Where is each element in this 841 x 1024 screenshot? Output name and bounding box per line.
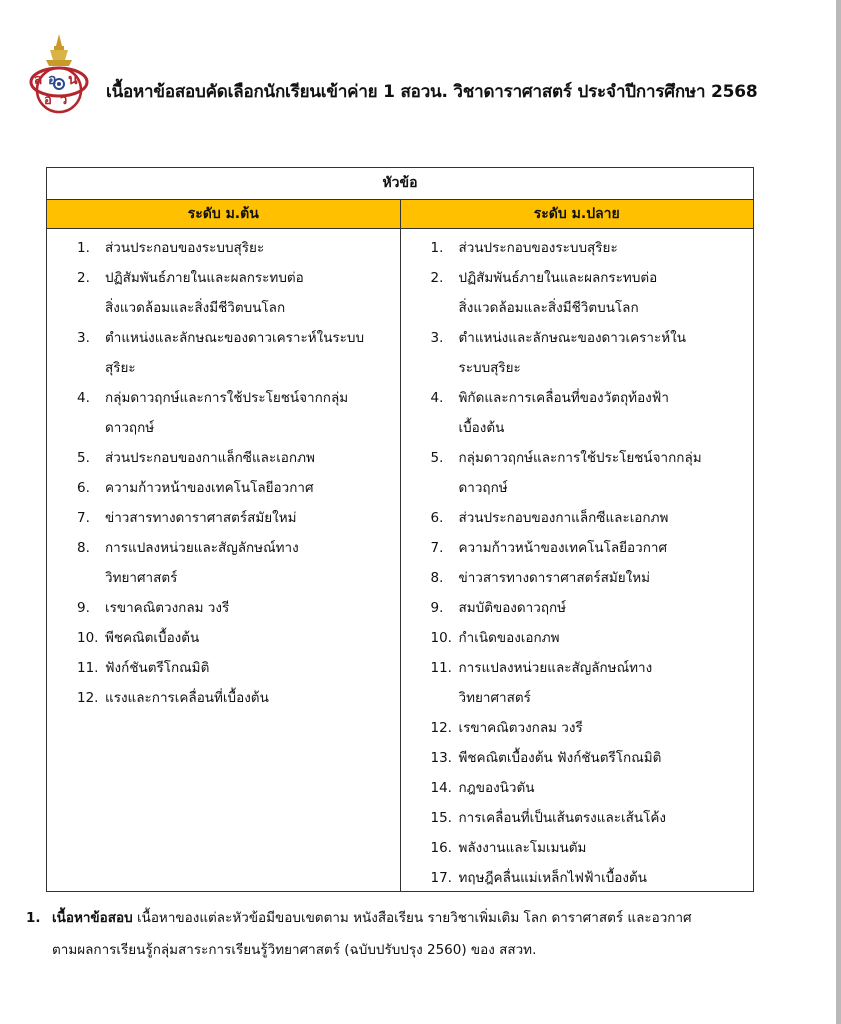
item-number: 10. — [77, 630, 99, 646]
item-number: 1. — [430, 240, 444, 256]
document-header — [26, 32, 816, 122]
item-text: ดาวฤกษ์ — [458, 480, 508, 496]
list-item — [431, 533, 748, 563]
table-body — [47, 229, 753, 892]
list-item — [431, 773, 748, 803]
list-item — [77, 233, 394, 263]
item-text: ดาวฤกษ์ — [105, 420, 155, 436]
item-text: กลุ่มดาวฤกษ์และการใช้ประโยชน์จากกลุ่ม — [105, 390, 349, 406]
upper-secondary-column — [401, 229, 754, 892]
svg-text:อ: อ — [44, 93, 52, 108]
list-item — [431, 263, 748, 323]
footnote-number: 1. — [26, 910, 41, 926]
item-number: 12. — [430, 720, 452, 736]
item-text: ปฏิสัมพันธ์ภายในและผลกระทบต่อ — [105, 270, 304, 286]
item-number: 15. — [430, 810, 452, 826]
item-text: ปฏิสัมพันธ์ภายในและผลกระทบต่อ — [458, 270, 658, 286]
item-text: ข่าวสารทางดาราศาสตร์สมัยใหม่ — [458, 570, 651, 586]
item-number: 6. — [77, 480, 90, 496]
list-item — [77, 443, 394, 473]
item-number: 11. — [77, 660, 99, 676]
item-number: 2. — [430, 270, 444, 286]
item-number: 6. — [430, 510, 444, 526]
item-number: 10. — [430, 630, 452, 646]
item-text: พิกัดและการเคลื่อนที่ของวัตถุท้องฟ้า — [458, 390, 669, 406]
item-text: การแปลงหน่วยและสัญลักษณ์ทาง — [105, 540, 299, 556]
list-item — [77, 263, 394, 323]
upper-topic-list — [431, 233, 748, 893]
list-item — [77, 593, 394, 623]
footnote — [26, 902, 806, 966]
item-number: 9. — [430, 600, 444, 616]
list-item — [431, 593, 748, 623]
table-header: หัวข้อ — [47, 168, 753, 200]
item-text: การเคลื่อนที่เป็นเส้นตรงและเส้นโค้ง — [458, 810, 666, 826]
item-number: 8. — [430, 570, 444, 586]
list-item — [431, 503, 748, 533]
list-item — [77, 383, 394, 443]
item-number: 14. — [430, 780, 452, 796]
item-number: 3. — [430, 330, 444, 346]
item-text: ส่วนประกอบของระบบสุริยะ — [105, 240, 265, 256]
item-text: สิ่งแวดล้อมและสิ่งมีชีวิตบนโลก — [105, 300, 286, 316]
item-text: พีชคณิตเบื้องต้น — [105, 630, 200, 646]
list-item — [77, 683, 394, 713]
document-title: เนื้อหาข้อสอบคัดเลือกนักเรียนเข้าค่าย 1 สอวน. วิชาดาราศาสตร์ ประจำปีการศึกษา 2568 — [106, 82, 758, 102]
item-number: 16. — [430, 840, 452, 856]
list-item — [77, 323, 394, 383]
upper-secondary-header: ระดับ ม.ปลาย — [533, 206, 620, 222]
list-item — [431, 383, 748, 443]
list-item — [77, 653, 394, 683]
item-text: กำเนิดของเอกภพ — [458, 630, 560, 646]
item-text: เรขาคณิตวงกลม วงรี — [105, 600, 230, 616]
item-number: 13. — [430, 750, 452, 766]
item-text: ข่าวสารทางดาราศาสตร์สมัยใหม่ — [105, 510, 297, 526]
item-number: 11. — [430, 660, 452, 676]
item-number: 3. — [77, 330, 90, 346]
item-text: ระบบสุริยะ — [458, 360, 521, 376]
item-text: พลังงานและโมเมนตัม — [458, 840, 587, 856]
item-number: 9. — [77, 600, 90, 616]
item-text: ส่วนประกอบของระบบสุริยะ — [458, 240, 618, 256]
item-text: แรงและการเคลื่อนที่เบื้องต้น — [105, 690, 269, 706]
item-number: 2. — [77, 270, 90, 286]
item-text: สิ่งแวดล้อมและสิ่งมีชีวิตบนโลก — [458, 300, 639, 316]
item-number: 7. — [430, 540, 444, 556]
lower-secondary-column — [47, 229, 401, 892]
item-number: 8. — [77, 540, 90, 556]
lower-secondary-header: ระดับ ม.ต้น — [47, 200, 401, 228]
list-item — [431, 623, 748, 653]
item-text: พีชคณิตเบื้องต้น ฟังก์ชันตรีโกณมิติ — [458, 750, 662, 766]
item-text: ตำแหน่งและลักษณะของดาวเคราะห์ใน — [458, 330, 686, 346]
item-text: สมบัติของดาวฤกษ์ — [458, 600, 567, 616]
item-text: ฟังก์ชันตรีโกณมิติ — [105, 660, 210, 676]
list-item — [77, 533, 394, 593]
list-item — [431, 743, 748, 773]
item-number: 1. — [77, 240, 90, 256]
item-number: 5. — [430, 450, 444, 466]
item-number: 7. — [77, 510, 90, 526]
item-text: การแปลงหน่วยและสัญลักษณ์ทาง — [458, 660, 653, 676]
item-number: 4. — [430, 390, 444, 406]
list-item — [77, 623, 394, 653]
item-number: 5. — [77, 450, 90, 466]
list-item — [431, 563, 748, 593]
level-header-row — [47, 200, 753, 229]
footnote-label: เนื้อหาข้อสอบ — [52, 910, 133, 926]
list-item — [431, 803, 748, 833]
svg-text:น: น — [68, 72, 78, 88]
list-item — [431, 863, 748, 893]
posn-logo-icon — [26, 32, 92, 120]
item-number: 4. — [77, 390, 90, 406]
svg-text:อ: อ — [48, 72, 57, 88]
item-text: ทฤษฎีคลื่นแม่เหล็กไฟฟ้าเบื้องต้น — [458, 870, 647, 886]
list-item — [431, 233, 748, 263]
list-item — [431, 323, 748, 383]
item-text: ความก้าวหน้าของเทคโนโลยีอวกาศ — [105, 480, 314, 496]
item-text: เบื้องต้น — [458, 420, 505, 436]
item-text: ตำแหน่งและลักษณะของดาวเคราะห์ในระบบ — [105, 330, 365, 346]
item-number: 12. — [77, 690, 99, 706]
svg-text:ว: ว — [60, 93, 68, 108]
topics-table — [46, 167, 754, 892]
item-number: 17. — [430, 870, 452, 886]
list-item — [431, 653, 748, 713]
list-item — [77, 503, 394, 533]
page-edge — [836, 0, 841, 1024]
item-text: ส่วนประกอบของกาแล็กซีและเอกภพ — [458, 510, 669, 526]
item-text: วิทยาศาสตร์ — [458, 690, 531, 706]
item-text: เรขาคณิตวงกลม วงรี — [458, 720, 583, 736]
item-text: ความก้าวหน้าของเทคโนโลยีอวกาศ — [458, 540, 668, 556]
footnote-line-1: เนื้อหาของแต่ละหัวข้อมีขอบเขตตาม หนังสือเรียน รายวิชาเพิ่มเติม โลก ดาราศาสตร์ และอวกาศ — [136, 910, 692, 926]
list-item — [431, 713, 748, 743]
footnote-line-2: ตามผลการเรียนรู้กลุ่มสาระการเรียนรู้วิทยาศาสตร์ (ฉบับปรับปรุง 2560) ของ สสวท. — [52, 942, 537, 958]
list-item — [77, 473, 394, 503]
list-item — [431, 833, 748, 863]
item-text: กฎของนิวตัน — [458, 780, 535, 796]
item-text: กลุ่มดาวฤกษ์และการใช้ประโยชน์จากกลุ่ม — [458, 450, 702, 466]
svg-text:ส: ส — [34, 72, 43, 88]
item-text: ส่วนประกอบของกาแล็กซีและเอกภพ — [105, 450, 315, 466]
item-text: วิทยาศาสตร์ — [105, 570, 178, 586]
list-item — [431, 443, 748, 503]
lower-topic-list — [77, 233, 394, 713]
item-text: สุริยะ — [105, 360, 136, 376]
